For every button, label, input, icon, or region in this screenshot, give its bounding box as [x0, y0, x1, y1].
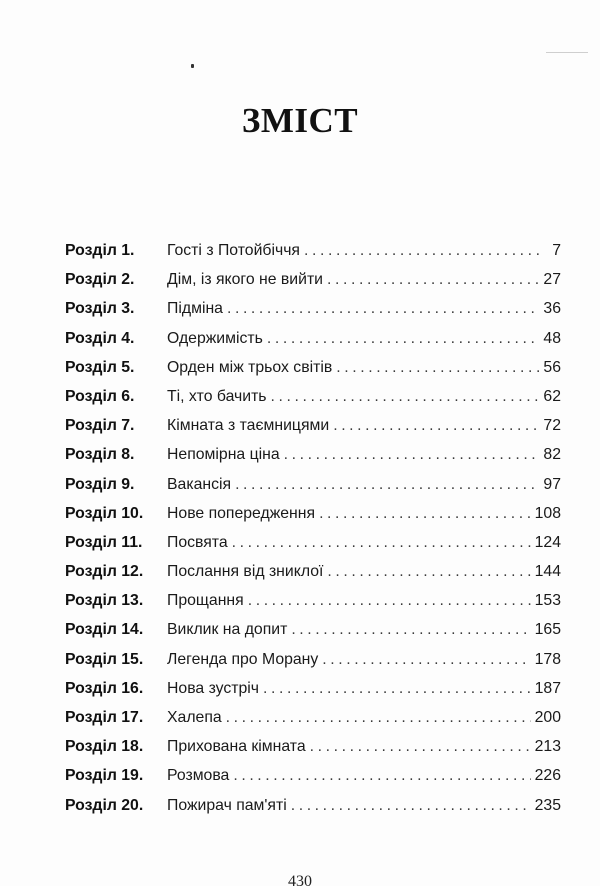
chapter-title: Посвята [167, 533, 228, 551]
chapter-label: Розділ 11. [65, 533, 143, 551]
chapter-label: Розділ 3. [65, 300, 135, 318]
chapter-page-number: 213 [534, 738, 561, 756]
chapter-title: Прихована кімната [167, 738, 306, 756]
chapter-page-number: 124 [534, 533, 561, 551]
dot-leader [232, 528, 531, 557]
toc-entry [65, 645, 561, 674]
toc-entry [65, 791, 561, 820]
page-title: ЗМІСТ [241, 101, 359, 141]
chapter-page-number: 144 [534, 563, 561, 581]
chapter-label: Розділ 17. [65, 709, 144, 726]
chapter-title: Непомірна ціна [167, 446, 280, 464]
chapter-title: Прощання [167, 592, 244, 610]
dot-leader [284, 440, 539, 469]
chapter-label: Розділ 18. [65, 738, 144, 756]
chapter-page-number: 200 [534, 709, 561, 726]
chapter-label: Розділ 14. [65, 621, 144, 639]
dot-leader [310, 732, 531, 761]
dot-leader [248, 586, 531, 615]
chapter-label: Розділ 7. [65, 417, 135, 435]
chapter-page-number: 72 [543, 417, 561, 435]
toc-entry [65, 499, 561, 528]
chapter-title: Гості з Потойбіччя [167, 242, 300, 259]
dot-leader [291, 615, 530, 644]
chapter-label: Розділ 4. [65, 329, 135, 347]
chapter-title: Підміна [167, 300, 223, 318]
chapter-label: Розділ 6. [65, 387, 135, 405]
chapter-title: Дім, із якого не вийти [167, 271, 324, 289]
toc-entry [65, 265, 561, 294]
chapter-page-number: 7 [552, 242, 561, 259]
toc-entry [65, 615, 561, 644]
chapter-title: Вакансія [167, 475, 232, 493]
toc-entry [65, 528, 561, 557]
chapter-title: Халепа [167, 709, 222, 726]
chapter-label: Розділ 1. [65, 242, 135, 259]
chapter-label: Розділ 12. [65, 563, 144, 581]
chapter-page-number: 165 [534, 621, 561, 639]
chapter-title: Пожирач пам'яті [167, 796, 287, 814]
chapter-title: Ті, хто бачить [167, 387, 267, 405]
dot-leader [327, 265, 539, 294]
chapter-title: Орден між трьох світів [167, 358, 333, 376]
dot-leader [304, 236, 539, 265]
table-of-contents [65, 236, 561, 820]
toc-entry [65, 294, 561, 323]
chapter-label: Розділ 9. [65, 475, 135, 493]
toc-entry [65, 324, 561, 353]
chapter-page-number: 56 [543, 358, 561, 376]
chapter-page-number: 36 [543, 300, 561, 318]
chapter-page-number: 153 [534, 592, 561, 610]
chapter-page-number: 48 [543, 329, 561, 347]
chapter-label: Розділ 8. [65, 446, 135, 464]
chapter-label: Розділ 10. [65, 504, 144, 522]
toc-entry [65, 440, 561, 469]
toc-entry [65, 353, 561, 382]
dot-leader [291, 791, 531, 820]
chapter-label: Розділ 2. [65, 271, 135, 289]
chapter-label: Розділ 13. [65, 592, 144, 610]
chapter-title: Нова зустріч [167, 679, 260, 697]
chapter-page-number: 178 [534, 650, 561, 668]
chapter-title: Розмова [167, 767, 230, 785]
page-number: 430 [288, 873, 312, 890]
chapter-title: Нове попередження [167, 504, 316, 522]
chapter-page-number: 97 [543, 475, 561, 493]
dot-leader [319, 499, 531, 528]
dot-leader [333, 411, 539, 440]
scan-speck [191, 64, 194, 68]
toc-entry [65, 586, 561, 615]
toc-entry [65, 703, 561, 732]
toc-entry [65, 236, 561, 265]
dot-leader [271, 382, 539, 411]
toc-entry [65, 470, 561, 499]
toc-entry [65, 732, 561, 761]
chapter-title: Легенда про Морану [167, 650, 319, 668]
chapter-page-number: 27 [543, 271, 561, 289]
chapter-title: Одержимість [167, 329, 263, 347]
dot-leader [336, 353, 539, 382]
chapter-page-number: 62 [543, 387, 561, 405]
dot-leader [267, 324, 539, 353]
toc-entry [65, 674, 561, 703]
chapter-title: Виклик на допит [167, 621, 288, 639]
dot-leader [227, 294, 539, 323]
toc-entry [65, 382, 561, 411]
dot-leader [235, 470, 539, 499]
toc-entry [65, 411, 561, 440]
chapter-page-number: 108 [534, 504, 561, 522]
chapter-title: Кімната з таємницями [167, 417, 330, 435]
chapter-page-number: 226 [534, 767, 561, 785]
chapter-label: Розділ 15. [65, 650, 144, 668]
chapter-page-number: 82 [543, 446, 561, 464]
dot-leader [327, 557, 530, 586]
dot-leader [263, 674, 531, 703]
dot-leader [322, 645, 530, 674]
chapter-label: Розділ 5. [65, 358, 135, 376]
chapter-label: Розділ 16. [65, 679, 144, 697]
dot-leader [233, 761, 530, 790]
chapter-page-number: 187 [534, 679, 561, 697]
toc-entry [65, 557, 561, 586]
toc-entry [65, 761, 561, 790]
scan-edge-line [546, 52, 588, 53]
chapter-label: Розділ 20. [65, 796, 144, 814]
chapter-title: Послання від зниклої [167, 563, 324, 581]
chapter-label: Розділ 19. [65, 767, 144, 785]
dot-leader [226, 703, 531, 732]
chapter-page-number: 235 [534, 796, 561, 814]
